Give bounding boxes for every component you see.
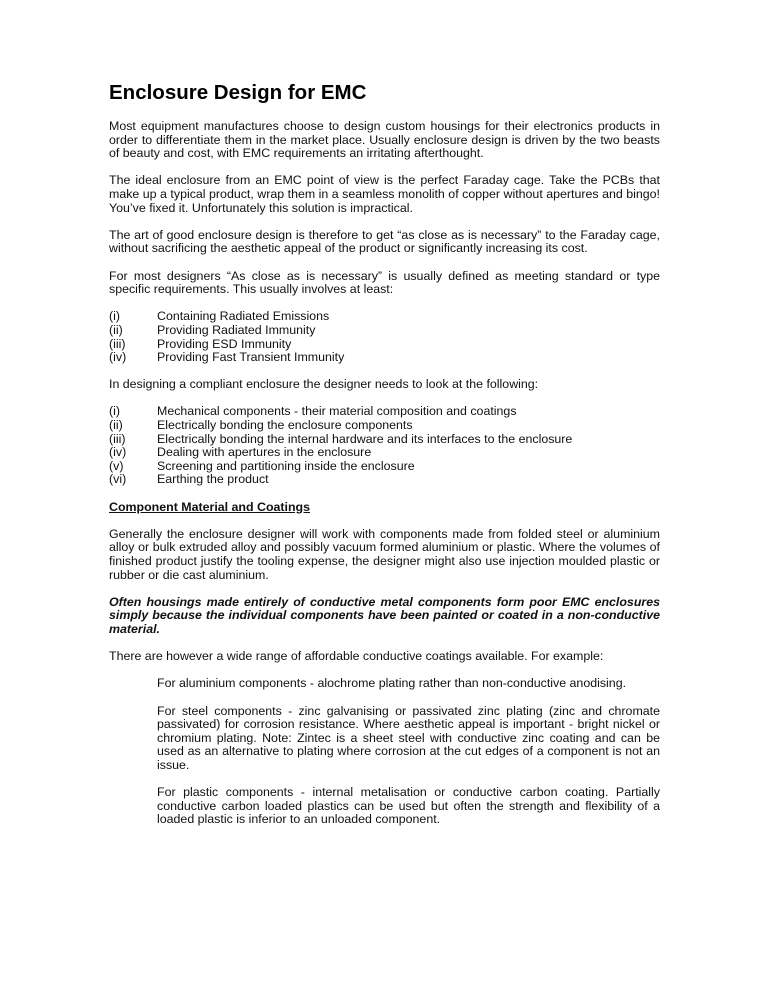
aluminium-example: For aluminium components - alochrome plating rather than non-conductive anodising. (157, 676, 627, 691)
list-item-number: (iv) (109, 445, 127, 460)
list-item-text: Mechanical components - their material composition and coatings (157, 404, 517, 419)
list-item-number: (ii) (109, 322, 123, 337)
list-item-text: Providing Fast Transient Immunity (157, 350, 345, 365)
list-item-number: (vi) (109, 472, 127, 487)
list-item-text: Screening and partitioning inside the enclosure (157, 458, 415, 473)
art-paragraph: The art of good enclosure design is therefore to get “as close as is necessary” to the Faraday cage, without sacrificing the aesthetic appeal of the product or significantly increasing its cost. (109, 227, 660, 256)
list-item-text: Electrically bonding the internal hardware and its interfaces to the enclosure (157, 431, 573, 446)
list-item-text: Electrically bonding the enclosure components (157, 418, 413, 433)
list-item-number: (iii) (109, 431, 126, 446)
list-item-number: (v) (109, 458, 124, 473)
list-item (109, 405, 660, 419)
materials-paragraph: Generally the enclosure designer will work with components made from folded steel or aluminium alloy or bulk extruded alloy and possibly vacuum formed aluminium or plastic. Where the volumes of finished product justify the tooling expense, the designer might also use injection moulded plastic or rubber or die cast aluminium. (109, 526, 660, 582)
list-item-text: Providing ESD Immunity (157, 336, 292, 351)
plastic-example: For plastic components - internal metalisation or conductive carbon coating. Partially conductive carbon loaded plastics can be used but often the strength and flexibility of a loaded plastic is inferior to an unloaded component. (157, 785, 660, 827)
list-item (109, 338, 660, 352)
list-item-text: Providing Radiated Immunity (157, 322, 316, 337)
list-item-text: Containing Radiated Emissions (157, 309, 330, 324)
requirements-list (109, 310, 660, 364)
list-item (109, 419, 660, 433)
design-list (109, 405, 660, 487)
emphasis-paragraph: Often housings made entirely of conductive metal components form poor EMC enclosures simply because the individual components have been painted or coated in a non-conductive material. (109, 594, 660, 636)
steel-example: For steel components - zinc galvanising or passivated zinc plating (zinc and chromate passivated) for corrosion resistance. Where aesthetic appeal is important - bright nickel or chromium plating. Note: Zintec is a sheet steel with conductive zinc coating and can be used as an alternative to plating where corrosion at the cut edges of a component is not an issue. (157, 703, 660, 772)
list-item-number: (iii) (109, 336, 126, 351)
list-item-text: Earthing the product (157, 472, 269, 487)
list-item-number: (i) (109, 404, 121, 419)
list-item (109, 446, 660, 460)
list-item-number: (iv) (109, 350, 127, 365)
list-item (109, 310, 660, 324)
requirements-intro-paragraph: For most designers “As close as is necessary” is usually defined as meeting standard or type specific requirements. This usually involves at least: (109, 268, 660, 297)
section-heading: Component Material and Coatings (109, 499, 311, 514)
faraday-paragraph: The ideal enclosure from an EMC point of view is the perfect Faraday cage. Take the PCBs that make up a typical product, wrap them in a seamless monolith of copper without apertures and bingo! You’ve fixed it. Unfortunately this solution is impractical. (109, 173, 660, 215)
design-intro-paragraph: In designing a compliant enclosure the designer needs to look at the following: (109, 377, 539, 392)
intro-paragraph: Most equipment manufactures choose to design custom housings for their electronics products in order to differentiate them in the market place. Usually enclosure design is driven by the two beasts of beauty and cost, with EMC requirements an irritating afterthought. (109, 119, 660, 161)
list-item (109, 473, 660, 487)
list-item-text: Dealing with apertures in the enclosure (157, 445, 372, 460)
document-page (109, 80, 660, 840)
document-title: Enclosure Design for EMC (109, 81, 367, 104)
list-item-number: (i) (109, 309, 121, 324)
list-item (109, 324, 660, 338)
list-item (109, 351, 660, 365)
coatings-intro-paragraph: There are however a wide range of affordable conductive coatings available. For example: (109, 649, 604, 664)
list-item (109, 433, 660, 447)
list-item (109, 460, 660, 474)
list-item-number: (ii) (109, 418, 123, 433)
